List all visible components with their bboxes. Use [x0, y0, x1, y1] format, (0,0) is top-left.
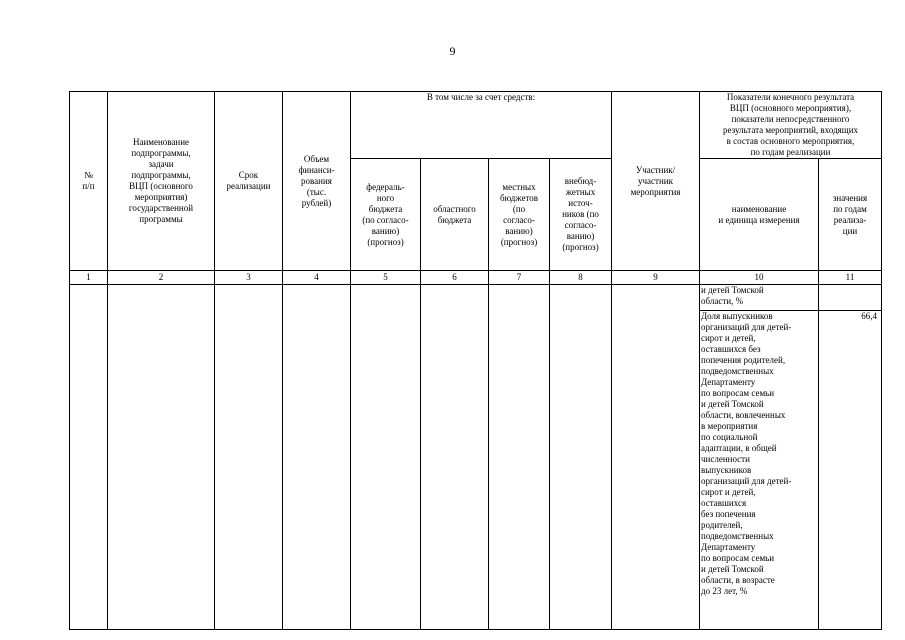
cell-local [489, 285, 550, 630]
cell-federal [351, 285, 421, 630]
indicator-value-cell: 66,4 [819, 311, 882, 630]
indicator-name-cell: и детей Томской области, % [700, 285, 819, 311]
header-no: № п/п [70, 92, 108, 271]
column-number: 3 [215, 271, 283, 285]
column-number: 6 [421, 271, 489, 285]
cell-extra [550, 285, 612, 630]
column-number: 4 [283, 271, 351, 285]
header-regional: областного бюджета [421, 159, 489, 271]
header-volume: Объем финанси- рования (тыс. рублей) [283, 92, 351, 271]
cell-no [70, 285, 108, 630]
table-row [70, 285, 882, 311]
column-number: 11 [819, 271, 882, 285]
header-term: Срок реализации [215, 92, 283, 271]
header-participant: Участник/ участник мероприятия [612, 92, 700, 271]
cell-term [215, 285, 283, 630]
header-name: Наименование подпрограммы, задачи подпрограммы, ВЦП (основного мероприятия) государственной программы [108, 92, 215, 271]
column-number: 5 [351, 271, 421, 285]
column-number: 7 [489, 271, 550, 285]
column-number: 2 [108, 271, 215, 285]
column-number: 1 [70, 271, 108, 285]
header-including-group: В том числе за счет средств: [351, 92, 612, 159]
column-number: 8 [550, 271, 612, 285]
header-federal: федераль- ного бюджета (по согласо- ванию) (прогноз) [351, 159, 421, 271]
indicator-value-cell [819, 285, 882, 311]
cell-volume [283, 285, 351, 630]
cell-name [108, 285, 215, 630]
header-local: местных бюджетов (по согласо- ванию) (прогноз) [489, 159, 550, 271]
program-table [69, 91, 882, 630]
header-indicator-name: наименование и единица измерения [700, 159, 819, 271]
column-number: 10 [700, 271, 819, 285]
header-extra: внебюд- жетных источ- ников (по согласо- ванию) (прогноз) [550, 159, 612, 271]
indicator-name-cell: Доля выпускников организаций для детей- сирот и детей, оставшихся без попечения родителей, подведомственных Департаменту по вопросам семьи и детей Томской области, вовлеченных в мероприятия по социальной адаптации, в общей численности выпускников организаций для детей- сирот и детей, оставшихся без попечения родителей, подведомственных Департаменту по вопросам семьи и детей Томской области, в возрасте до 23 лет, % [700, 311, 819, 630]
cell-participant [612, 285, 700, 630]
column-number: 9 [612, 271, 700, 285]
header-indicators-group: Показатели конечного результата ВЦП (основного мероприятия), показатели непосредственного результата мероприятий, входящих в состав основного мероприятия, по годам реализации [700, 92, 882, 159]
cell-regional [421, 285, 489, 630]
header-indicator-values: значения по годам реализа- ции [819, 159, 882, 271]
page-number: 9 [449, 44, 456, 58]
